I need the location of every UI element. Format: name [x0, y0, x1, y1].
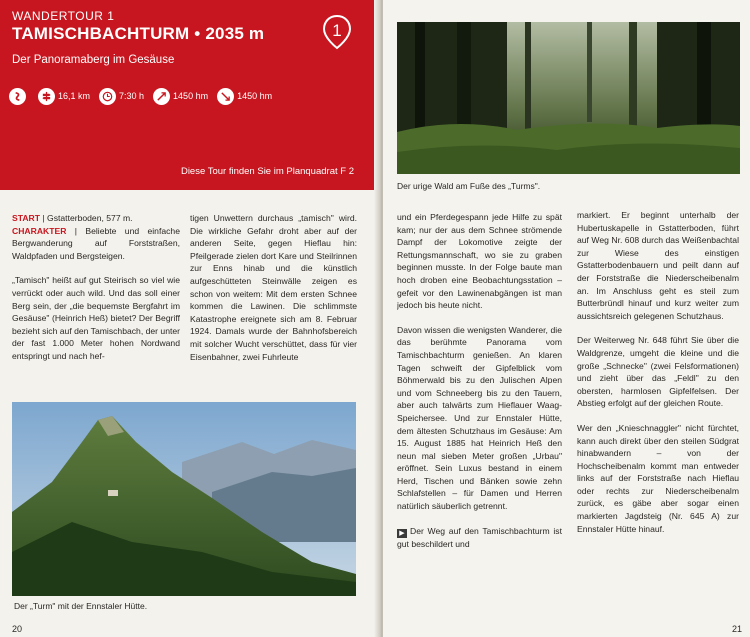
right-column-2 [577, 209, 739, 619]
stat-distance-value: 16,1 km [58, 91, 91, 101]
tour-stats [9, 86, 281, 106]
tour-label: WANDERTOUR 1 [12, 9, 115, 23]
planquadrat-note: Diese Tour finden Sie im Planquadrat F 2 [180, 166, 354, 177]
history-paragraph: tigen Unwettern durchaus „tamisch" wird. Die wirkliche Gefahr droht aber auf der anderen Seite, gegen Hieflau hin: Pfeilgerade zielen dort Kare und Steilrinnen zur Enns hinab und die künstlich aufgeschütteten Steinwälle zeigen es schon von weitem: Mit dem ersten Schnee kommen die Lawinen. Die schlimmste Katastrophe ereignete sich am 8. Februar 1924. Damals wurde der Bahnhofsbereich mit solcher Wucht verschüttet, dass für vier Eisenbahner, zwei Fuhrleute [190, 213, 357, 362]
mountain-photo [12, 402, 356, 596]
tour-title: TAMISCHBACHTURM • 2035 m [12, 24, 265, 43]
stat-descent [217, 88, 272, 105]
panorama-paragraph: Davon wissen die wenigsten Wanderer, die das berühmte Panorama vom Tamischbachturm genießen. An klaren Tagen schweift der Gipfelblick vom Böhmerwald bis zu den Julischen Alpen und vom Schneeberg bis zu den Tauern, aber auch talwärts zum Hieflauer Waag-Speichersee. Und zur Ennstaler Hütte, dem ältesten Schutzhaus im Gesäuse: Am 15. August 1885 hat Heinrich Heß den neun mal sieben Meter großen „Urbau" eröffnet. Sein Luxus bestand in einem Herd, Tischen und Bänken sowie zehn Schlafstellen – für Damen und Herren natürlich säuberlich getrennt. [397, 324, 562, 512]
stat-ascent [153, 88, 208, 105]
charakter-value: Beliebte und einfache Bergwanderung auf Forststraßen, Waldpfaden und Bergsteigen. [12, 225, 180, 261]
tour-header [0, 0, 380, 190]
right-column-1 [397, 211, 562, 621]
charakter-label: CHARAKTER [12, 225, 67, 236]
route-intro-paragraph: Der Weg auf den Tamischbachturm ist gut beschildert und [397, 525, 562, 549]
tour-subtitle: Der Panoramaberg im Gesäuse [12, 54, 175, 66]
avalanche-paragraph: und ein Pferdegespann jede Hilfe zu spät kam; nur der aus dem Schnee strömende Dampf der Lokomotive zeigte der Rettungsmannschaft, wo sie zu graben beginnen musste. In der Folge baute man hoch droben eine Beobachtungsstation – gefeit vor den Lawinenabgängen ist man jedoch bis heute nicht. [397, 212, 562, 311]
start-label: START [12, 213, 41, 223]
intro-paragraph: „Tamisch" heißt auf gut Steirisch so viel wie verrückt oder auch wild. Und das soll einer Berg sein, der „die bequemste Bergfahrt im Gesäuse" (Heinrich Heß) bietet? Der Begriff bezieht sich auf den Tamischbach, der unter der fast 1.000 Meter hohen Nordwand entspringt und nach hef- [12, 275, 180, 361]
forest-photo [397, 22, 740, 174]
tour-number-marker [322, 14, 352, 50]
stat-distance [38, 88, 90, 105]
stat-descent-value: 1450 hm [237, 91, 273, 101]
alternative-paragraph: Wer den „Knieschnaggler" nicht fürchtet, kann auch direkt über den steilen Südgrat hinabwandern – von der Hochscheibenalm kommt man entweder links auf der Forststraße nach Hieflau oder rechts zur Niederscheibenalm zurück, es gäbe aber sogar einen markierten Jagdsteig (Nr. 645 A) zur Ennstaler Hütte hinauf. [577, 422, 739, 534]
route-paragraph: markiert. Er beginnt unterhalb der Hubertuskapelle in Gstatterboden, führt auf Weg Nr. 608 durch das Weißenbachtal zur Wiese des einstigen Gstatterbodenbauern und peilt dann auf der Forststraße die Niederscheibenalm an. Im Anschluss geht es steil zum Butterbründl hinauf und kurz weiter zum aussichtsreich gelegenen Schutzhaus. [577, 210, 739, 321]
ascent-icon [153, 88, 170, 105]
signpost-icon [38, 88, 55, 105]
forest-photo-caption: Der urige Wald am Fuße des „Turms". [397, 181, 541, 191]
continuation-paragraph: Der Weiterweg Nr. 648 führt Sie über die Waldgrenze, umgeht die kleine und die große „Schnecke" (zwei Felsformationen) und zieht über das „Feldl" zu den obersten, harmlosen Gipfelfelsen. Der Abstieg erfolgt auf der gleichen Route. [577, 335, 739, 409]
stat-difficulty [9, 88, 29, 105]
left-column-2 [190, 212, 357, 392]
left-column-1: START | Gstatterboden, 577 m. CHARAKTER | Beliebte und einfache Bergwanderung auf Forststraßen, Waldpfaden und Bergsteigen. „Tamisch" heißt auf gut Steirisch so viel wie verrückt oder auch wild. Und das soll einer Berg sein, der „die bequemste Bergfahrt im Gesäuse" (Heinrich Heß) bietet? Der Begriff bezieht sich auf den Tamischbach, der unter der fast 1.000 Meter hohen Nordwand entspringt und nach hef- [12, 213, 180, 361]
right-page [383, 0, 750, 637]
clock-icon [99, 88, 116, 105]
difficulty-icon [9, 88, 26, 105]
mountain-photo-caption: Der „Turm" mit der Ennstaler Hütte. [14, 601, 148, 611]
page-number-left: 20 [12, 624, 23, 634]
stat-duration [99, 88, 144, 105]
descent-icon [217, 88, 234, 105]
route-arrow-icon: ▶ [397, 529, 407, 538]
start-value: Gstatterboden, 577 m. [47, 213, 133, 223]
page-number-right: 21 [731, 624, 742, 634]
stat-ascent-value: 1450 hm [173, 91, 209, 101]
tour-number: 1 [332, 21, 342, 40]
stat-duration-value: 7:30 h [119, 91, 145, 101]
location-pin-icon [322, 14, 352, 50]
